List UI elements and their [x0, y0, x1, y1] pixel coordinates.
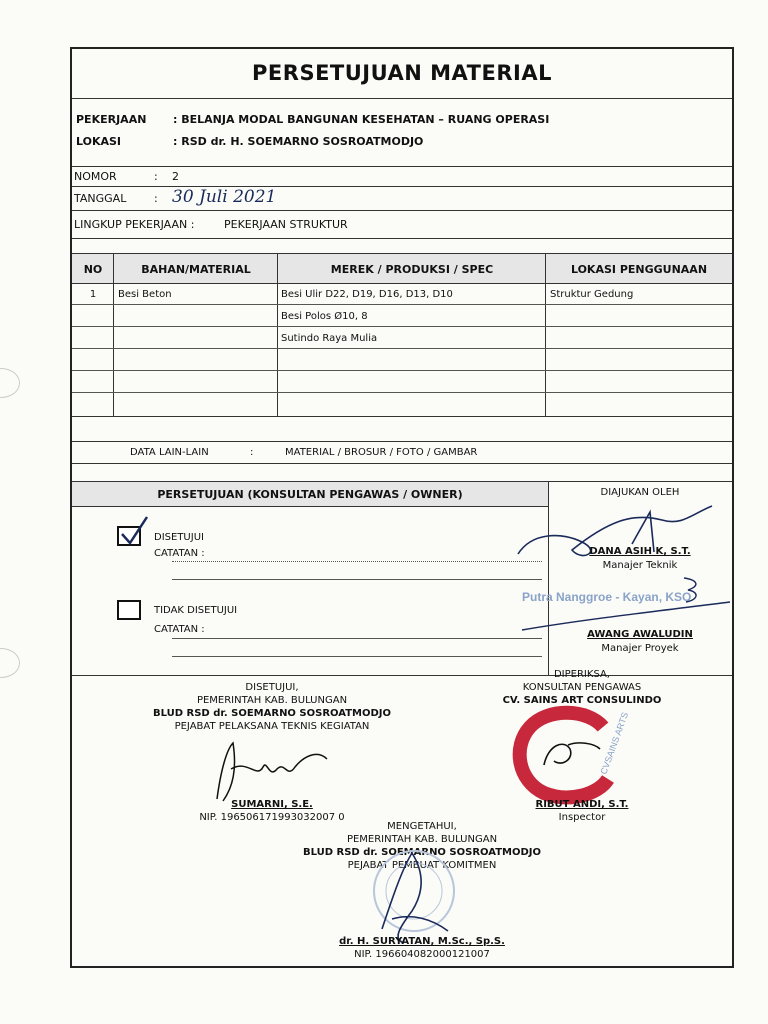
- left-sign-line4: PEJABAT PELAKSANA TEKNIS KEGIATAN: [174, 721, 370, 732]
- signer1-name: DANA ASIH K, S.T.: [589, 546, 691, 557]
- nomor-value: 2: [172, 170, 179, 183]
- tanggal-row: [72, 187, 732, 211]
- left-sign-line3: BLUD RSD dr. SOEMARNO SOSROATMODJO: [152, 708, 392, 719]
- spacer-row-3: [72, 464, 732, 482]
- pekerjaan-label: PEKERJAAN: [76, 113, 147, 126]
- rejected-checkbox[interactable]: [117, 600, 141, 620]
- check-icon: [116, 514, 150, 548]
- rsud-stamp-and-signature: [352, 839, 472, 949]
- lokasi-label: LOKASI: [76, 135, 122, 148]
- table-row-3-spec: Sutindo Raya Mulia: [281, 333, 378, 344]
- material-table-body: [72, 284, 732, 417]
- lingkup-row: [72, 211, 732, 239]
- signature-awang: [520, 574, 740, 634]
- col-material: BAHAN/MATERIAL: [141, 263, 251, 276]
- approved-label: DISETUJUI: [154, 532, 204, 543]
- rejected-label: TIDAK DISETUJUI: [154, 605, 238, 616]
- company-stamp: Putra Nanggroe - Kayan, KSO: [522, 590, 692, 604]
- signer2-role: Manajer Proyek: [601, 643, 679, 654]
- table-row-1-no: 1: [89, 289, 97, 300]
- project-info: [72, 99, 732, 167]
- data-lain-sep: :: [250, 447, 254, 458]
- data-lain-value: MATERIAL / BROSUR / FOTO / GAMBAR: [285, 447, 478, 458]
- document-title: PERSETUJUAN MATERIAL: [252, 61, 552, 85]
- left-sign-line1: DISETUJUI,: [245, 682, 299, 693]
- punch-hole-bottom: [0, 648, 20, 678]
- spacer-row-2: [72, 416, 732, 442]
- col-spec: MEREK / PRODUKSI / SPEC: [330, 263, 494, 276]
- signer1-role: Manajer Teknik: [602, 560, 678, 571]
- table-row-1-spec: Besi Ulir D22, D19, D16, D13, D10: [281, 289, 453, 300]
- right-sign-name: RIBUT ANDI, S.T.: [535, 799, 629, 810]
- right-sign-line1: DIPERIKSA,: [553, 669, 610, 680]
- approval-section: [72, 482, 732, 676]
- bottom-sign-line3: BLUD RSD dr. SOEMARNO SOSROATMODJO: [302, 847, 542, 858]
- data-lain-row: [72, 442, 732, 464]
- right-sign-role: Inspector: [558, 812, 606, 823]
- nomor-sep: :: [154, 170, 158, 183]
- signer2-name: AWANG AWALUDIN: [587, 629, 693, 640]
- tanggal-label: TANGGAL: [74, 192, 127, 205]
- tanggal-sep: :: [154, 192, 158, 205]
- left-sign-name: SUMARNI, S.E.: [231, 799, 313, 810]
- spacer-row: [72, 239, 732, 254]
- submitted-heading: DIAJUKAN OLEH: [600, 487, 680, 498]
- table-row-1-lokasi: Struktur Gedung: [550, 289, 634, 300]
- nomor-row: [72, 167, 732, 187]
- lokasi-value: : RSD dr. H. SOEMARNO SOSROATMODJO: [173, 135, 424, 148]
- bottom-sign-name: dr. H. SURYATAN, M.Sc., Sp.S.: [339, 936, 505, 947]
- document-frame: [70, 47, 734, 968]
- lingkup-value: PEKERJAAN STRUKTUR: [224, 218, 348, 231]
- sains-art-stamp: [508, 705, 638, 805]
- data-lain-label: DATA LAIN-LAIN: [130, 447, 209, 458]
- pekerjaan-value: : BELANJA MODAL BANGUNAN KESEHATAN – RUANG OPERASI: [173, 113, 550, 126]
- bottom-sign-nip: NIP. 196604082000121007: [354, 949, 490, 960]
- table-row-1-material: Besi Beton: [118, 289, 172, 300]
- table-header: [72, 254, 732, 284]
- right-sign-line3: CV. SAINS ART CONSULINDO: [502, 695, 662, 706]
- right-sign-line2: KONSULTAN PENGAWAS: [522, 682, 642, 693]
- title-row: [72, 49, 732, 99]
- punch-hole-top: [0, 368, 20, 398]
- left-sign-nip: NIP. 196506171993032007 0: [199, 812, 345, 823]
- col-no: NO: [83, 263, 103, 276]
- left-sign-line2: PEMERINTAH KAB. BULUNGAN: [196, 695, 348, 706]
- stamp-text: CVSAINS ARTS: [598, 710, 631, 776]
- approval-heading: PERSETUJUAN (KONSULTAN PENGAWAS / OWNER): [157, 488, 463, 501]
- bottom-sign-line1: MENGETAHUI,: [387, 821, 457, 832]
- bottom-sign-line4: PEJABAT PEMBUAT KOMITMEN: [347, 860, 497, 871]
- col-lokasi: LOKASI PENGGUNAAN: [570, 263, 708, 276]
- tanggal-value-handwritten: 30 Juli 2021: [172, 187, 277, 207]
- approved-note-label: CATATAN :: [154, 548, 205, 559]
- rejected-note-label: CATATAN :: [154, 624, 205, 635]
- table-row-2-spec: Besi Polos Ø10, 8: [281, 311, 368, 322]
- bottom-sign-line2: PEMERINTAH KAB. BULUNGAN: [346, 834, 498, 845]
- nomor-label: NOMOR: [74, 170, 117, 183]
- lingkup-label: LINGKUP PEKERJAAN :: [74, 218, 195, 231]
